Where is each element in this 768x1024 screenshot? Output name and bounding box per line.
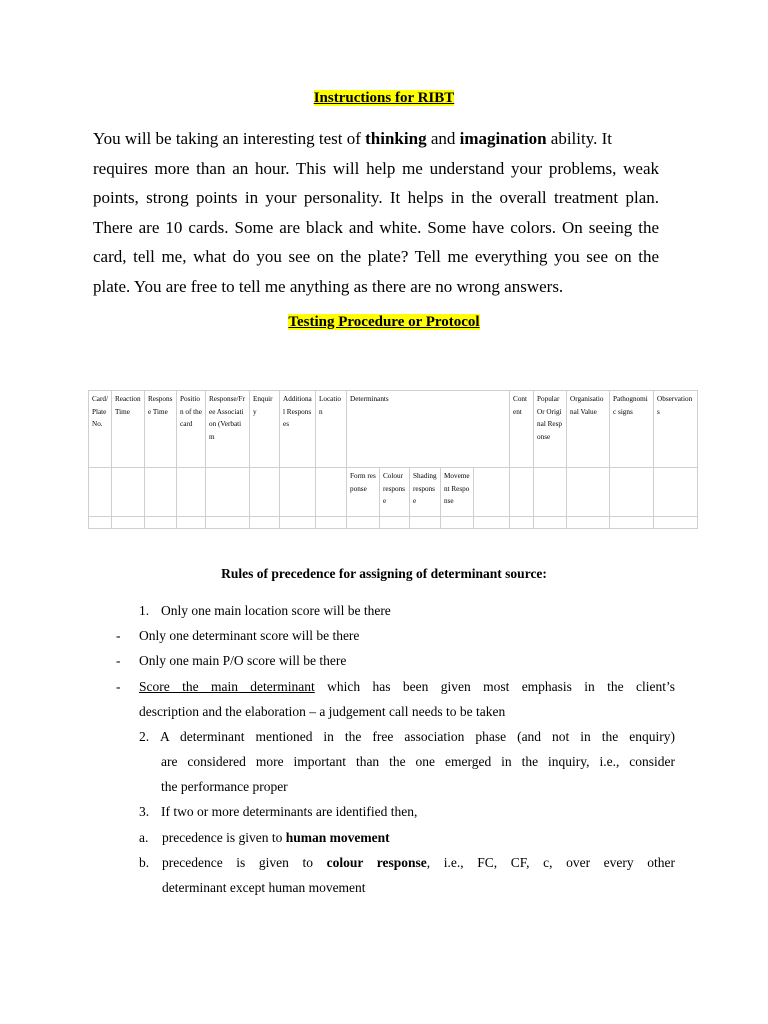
table-cell — [89, 468, 112, 517]
rule-item-2-line-1: A determinant mentioned in the free association phase (and not in the enquiry) — [160, 729, 675, 744]
instructions-title — [0, 89, 768, 107]
rule-dash-1: Only one determinant score will be there — [139, 628, 360, 643]
table-cell — [206, 468, 250, 517]
bullet-dash: - — [116, 679, 121, 694]
rule-sub-b-line-2: determinant except human movement — [162, 880, 366, 895]
bullet-dash: - — [116, 628, 121, 643]
rule-dash-3-line-1 — [139, 674, 675, 699]
intro-text: ability. It — [546, 129, 612, 148]
header-response-time: Response Time — [145, 391, 177, 468]
rule-sub-a-label: a. — [139, 830, 149, 845]
rules-title: Rules of precedence for assigning of determinant source: — [221, 566, 547, 581]
header-location: Location — [316, 391, 347, 468]
rule-item-2-line-3: the performance proper — [161, 779, 288, 794]
intro-line-3: points, strong points in your personality. It helps in the overall treatment plan. — [93, 188, 659, 207]
header-pathognomic: Pathognomic signs — [610, 391, 654, 468]
rule-dash-2: Only one main P/O score will be there — [139, 653, 347, 668]
bold-human-movement: human movement — [285, 830, 390, 845]
rule-text: which has been given most emphasis in the client’s — [314, 679, 676, 694]
table-cell — [567, 468, 610, 517]
table-cell — [610, 468, 654, 517]
subheader-shading-response: Shading response — [410, 468, 441, 517]
intro-line-4: There are 10 cards. Some are black and white. Some have colors. On seeing the — [93, 217, 659, 237]
rule-item-2-line-2: are considered more important than the one emerged in the inquiry, i.e., consider — [161, 754, 675, 769]
table-cell — [474, 468, 510, 517]
bold-thinking: thinking — [365, 129, 427, 148]
rule-text: precedence is given to — [162, 830, 286, 845]
header-content: Content — [510, 391, 534, 468]
table-cell — [112, 468, 145, 517]
table-cell — [280, 468, 316, 517]
intro-text: You will be taking an interesting test of — [93, 129, 366, 148]
rule-item-3-number: 3. — [139, 804, 150, 819]
table-cell — [316, 468, 347, 517]
subheader-form-response: Form response — [347, 468, 380, 517]
header-organisational: Organisational Value — [567, 391, 610, 468]
rule-sub-a — [162, 825, 390, 850]
rule-text: precedence is given to — [162, 855, 327, 870]
table-cell — [534, 468, 567, 517]
table-row — [89, 517, 698, 529]
protocol-title-text: Testing Procedure or Protocol — [288, 314, 480, 330]
rule-sub-b-line-1 — [162, 850, 675, 875]
header-observations: Observations — [654, 391, 698, 468]
header-popular-original: Popular Or Original Response — [534, 391, 567, 468]
table-cell — [250, 468, 280, 517]
intro-line-2: requires more than an hour. This will help me understand your problems, weak — [93, 158, 659, 178]
rule-item-1: Only one main location score will be there — [161, 603, 391, 618]
intro-line-1 — [93, 124, 659, 154]
bullet-dash: - — [116, 653, 121, 668]
table-cell — [510, 468, 534, 517]
rule-item-1-number: 1. — [139, 603, 150, 618]
header-reaction-time: Reaction Time — [112, 391, 145, 468]
protocol-title — [0, 313, 768, 331]
table-cell — [177, 468, 206, 517]
instructions-title-text: Instructions for RIBT — [313, 90, 455, 106]
bold-colour-response: colour response — [326, 855, 427, 870]
intro-paragraph — [93, 124, 659, 301]
header-position: Position of the card — [177, 391, 206, 468]
table-cell — [654, 468, 698, 517]
rule-item-2-number: 2. — [139, 729, 150, 744]
header-card-plate: Card/Plate No. — [89, 391, 112, 468]
intro-line-6: plate. You are free to tell me anything as there are no wrong answers. — [93, 276, 564, 296]
table-cell — [145, 468, 177, 517]
header-determinants: Determinants — [347, 391, 510, 468]
subheader-colour-response: Colour response — [380, 468, 410, 517]
header-enquiry: Enquiry — [250, 391, 280, 468]
header-additional: Additional Responses — [280, 391, 316, 468]
rule-item-3: If two or more determinants are identified then, — [161, 804, 418, 819]
rule-dash-3-line-2: description and the elaboration – a judgement call needs to be taken — [139, 704, 506, 719]
underlined-phrase: Score the main determinant — [139, 679, 315, 694]
bold-imagination: imagination — [459, 129, 547, 148]
rule-sub-b-label: b. — [139, 855, 150, 870]
rule-text: , i.e., FC, CF, c, over every other — [426, 855, 675, 870]
header-response: Response/Free Association (Verbatim — [206, 391, 250, 468]
protocol-table — [88, 390, 698, 529]
subheader-movement-response: Movement Response — [441, 468, 474, 517]
intro-text: and — [426, 129, 460, 148]
intro-line-5: card, tell me, what do you see on the plate? Tell me everything you see on the — [93, 247, 659, 266]
